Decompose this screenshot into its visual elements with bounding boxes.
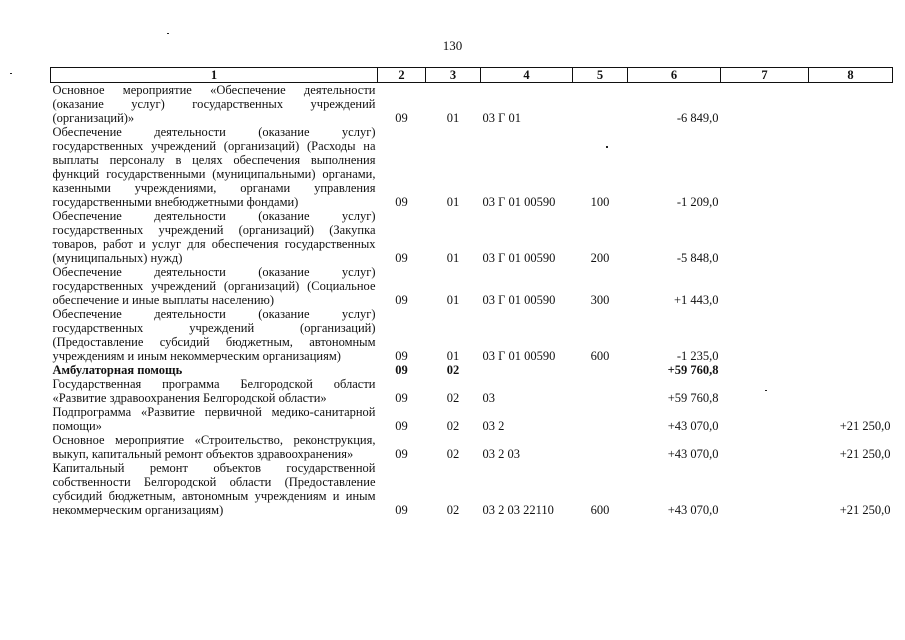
row-target-article-code: 03 [482, 391, 495, 405]
row-amount-col7 [721, 83, 809, 126]
column-header: 4 [481, 68, 573, 83]
page-number: 130 [442, 38, 463, 53]
row-amount-col7 [721, 405, 809, 433]
row-target-article-code: 03 Г 01 [482, 111, 521, 125]
row-amount-col7 [721, 265, 809, 307]
row-amount-col8 [809, 363, 893, 377]
row-amount-col7 [721, 125, 809, 209]
row-target-article-code: 03 Г 01 00590 [482, 195, 556, 209]
row-description: Подпрограмма «Развитие первичной медико-санитарной помощи» [52, 405, 376, 433]
row-amount-col8: +21 250,0 [839, 503, 891, 517]
row-target-article-code: 03 2 03 22110 [482, 503, 554, 517]
row-target-article-code [481, 363, 573, 377]
row-amount-col6: +43 070,0 [667, 447, 719, 461]
table-row [51, 433, 893, 461]
row-amount-col7 [721, 307, 809, 363]
table-row [51, 363, 893, 377]
row-amount-col7 [721, 209, 809, 265]
row-description: Обеспечение деятельности (оказание услуг) государственных учреждений (организаций) (Социальное обеспечение и иные выплаты населению) [52, 265, 376, 307]
row-amount-col8 [809, 265, 893, 307]
row-expense-type-code: 200 [590, 251, 610, 265]
row-amount-col7 [721, 461, 809, 517]
row-description: Государственная программа Белгородской области «Развитие здравоохранения Белгородской области» [52, 377, 376, 405]
table-row [51, 405, 893, 433]
budget-table [50, 67, 893, 517]
row-amount-col6: +59 760,8 [667, 363, 719, 377]
column-header: 6 [628, 68, 721, 83]
row-amount-col6: +43 070,0 [667, 419, 719, 433]
row-target-article-code: 03 Г 01 00590 [482, 349, 556, 363]
row-section-code: 09 [395, 195, 408, 209]
row-subsection-code: 01 [446, 293, 460, 307]
row-target-article-code: 03 Г 01 00590 [482, 251, 556, 265]
row-target-article-code: 03 2 [482, 419, 505, 433]
row-amount-col7 [721, 363, 809, 377]
row-amount-col6: +59 760,8 [667, 391, 719, 405]
row-description: Обеспечение деятельности (оказание услуг) государственных учреждений (организаций) (Закупка товаров, работ и услуг для обеспечения государственных (муниципальных) нужд) [52, 209, 376, 265]
column-header: 3 [426, 68, 481, 83]
row-amount-col6: -5 848,0 [676, 251, 719, 265]
table-row [51, 377, 893, 405]
column-header: 7 [721, 68, 809, 83]
row-amount-col8 [809, 83, 893, 126]
row-amount-col6: -1 235,0 [676, 349, 719, 363]
row-amount-col8: +21 250,0 [839, 419, 891, 433]
table-row [51, 307, 893, 363]
scan-dot [10, 73, 12, 74]
row-amount-col6: -1 209,0 [676, 195, 719, 209]
column-header: 1 [51, 68, 378, 83]
row-section-code: 09 [395, 293, 408, 307]
row-expense-type-code [573, 83, 628, 126]
row-subsection-code: 02 [446, 503, 460, 517]
scan-dot [167, 33, 169, 34]
row-section-code: 09 [395, 363, 408, 377]
row-description: Обеспечение деятельности (оказание услуг) государственных учреждений (организаций) (Предоставление субсидий бюджетным, автономным учреждениям и иным некоммерческим организациям) [52, 307, 376, 363]
row-amount-col7 [721, 377, 809, 405]
table-row [51, 461, 893, 517]
table-row [51, 265, 893, 307]
table-row [51, 209, 893, 265]
row-expense-type-code [573, 405, 628, 433]
table-row [51, 83, 893, 126]
row-section-code: 09 [395, 503, 408, 517]
row-expense-type-code: 100 [590, 195, 610, 209]
row-section-code: 09 [395, 251, 408, 265]
row-subsection-code: 01 [446, 251, 460, 265]
table-header-row [51, 68, 893, 83]
row-section-code: 09 [395, 419, 408, 433]
row-subsection-code: 02 [446, 391, 460, 405]
row-amount-col7 [721, 433, 809, 461]
row-amount-col6: +1 443,0 [673, 293, 719, 307]
row-amount-col8 [809, 377, 893, 405]
row-description: Амбулаторная помощь [52, 363, 183, 377]
row-amount-col8 [809, 209, 893, 265]
row-section-code: 09 [395, 391, 408, 405]
row-subsection-code: 01 [446, 349, 460, 363]
column-header: 2 [378, 68, 426, 83]
row-description: Основное мероприятие «Обеспечение деятельности (оказание услуг) государственных учреждений (организаций)» [52, 83, 376, 125]
row-section-code: 09 [395, 447, 408, 461]
row-section-code: 09 [395, 349, 408, 363]
row-expense-type-code: 300 [590, 293, 610, 307]
row-expense-type-code: 600 [590, 503, 610, 517]
row-expense-type-code: 600 [590, 349, 610, 363]
scan-dot [606, 146, 608, 148]
row-target-article-code: 03 2 03 [482, 447, 520, 461]
row-amount-col6: -6 849,0 [676, 111, 719, 125]
row-subsection-code: 01 [446, 111, 460, 125]
column-header: 8 [809, 68, 893, 83]
row-amount-col8 [809, 307, 893, 363]
row-section-code: 09 [395, 111, 408, 125]
row-amount-col8: +21 250,0 [839, 447, 891, 461]
row-subsection-code: 02 [446, 363, 460, 377]
row-expense-type-code [573, 363, 628, 377]
row-expense-type-code [573, 377, 628, 405]
row-subsection-code: 01 [446, 195, 460, 209]
row-subsection-code: 02 [446, 419, 460, 433]
row-target-article-code: 03 Г 01 00590 [482, 293, 556, 307]
row-subsection-code: 02 [446, 447, 460, 461]
column-header: 5 [573, 68, 628, 83]
row-amount-col6: +43 070,0 [667, 503, 719, 517]
row-description: Капитальный ремонт объектов государственной собственности Белгородской области (Предоставление субсидий бюджетным, автономным учреждениям и иным некоммерческим организациям) [52, 461, 376, 517]
table-row [51, 125, 893, 209]
row-amount-col8 [809, 125, 893, 209]
row-description: Обеспечение деятельности (оказание услуг) государственных учреждений (организаций) (Расходы на выплаты персоналу в целях обеспечения выполнения функций государственными (муниципальными) органами, казенными учреждениями, органами управления государственными внебюджетными фондами) [52, 125, 376, 209]
scan-dot [765, 390, 767, 391]
row-description: Основное мероприятие «Строительство, реконструкция, выкуп, капитальный ремонт объектов здравоохранения» [52, 433, 376, 461]
row-expense-type-code [573, 433, 628, 461]
